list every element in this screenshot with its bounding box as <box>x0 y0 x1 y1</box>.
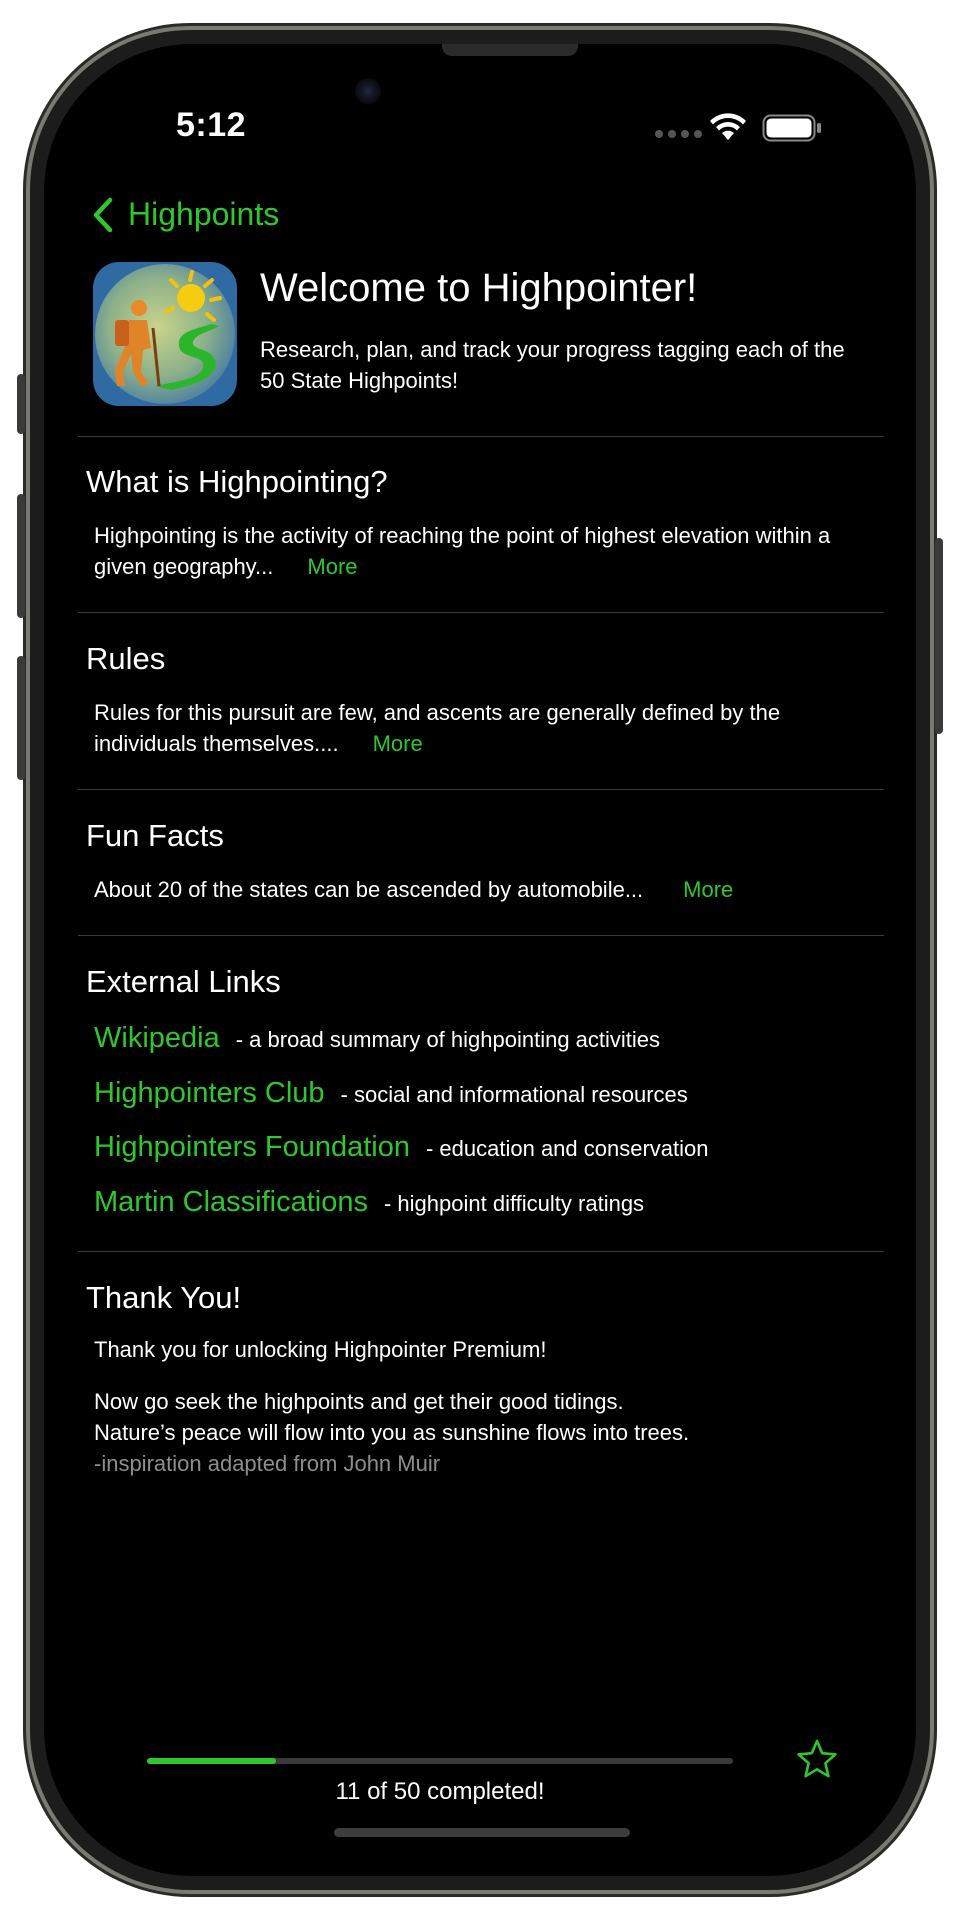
divider <box>78 612 884 613</box>
section-text-facts: About 20 of the states can be ascended by automobile... <box>94 877 644 902</box>
volume-down-button <box>17 656 25 780</box>
star-outline-icon[interactable] <box>796 1738 838 1780</box>
section-title-thanks: Thank You! <box>86 1280 242 1315</box>
app-logo <box>93 262 237 406</box>
link-description: - education and conservation <box>425 1136 709 1161</box>
progress-bar <box>147 1758 733 1764</box>
more-link-facts[interactable]: More <box>683 877 734 902</box>
power-button <box>935 538 943 734</box>
link-description: - highpoint difficulty ratings <box>383 1191 645 1216</box>
link-row <box>94 1186 644 1219</box>
wifi-icon <box>709 112 747 142</box>
back-label: Highpoints <box>128 196 280 232</box>
section-body-facts <box>94 874 884 905</box>
action-button <box>17 374 25 434</box>
back-button[interactable] <box>92 196 279 233</box>
thanks-line: Thank you for unlocking Highpointer Premium! <box>94 1337 547 1362</box>
divider <box>78 789 884 790</box>
volume-up-button <box>17 494 25 618</box>
status-time: 5:12 <box>176 106 247 144</box>
link-row <box>94 1077 688 1110</box>
progress-fill <box>147 1758 276 1764</box>
link-row <box>94 1022 660 1055</box>
app-screen <box>44 44 916 1876</box>
more-link-what[interactable]: More <box>307 554 358 579</box>
quote-source: -inspiration adapted from John Muir <box>94 1451 441 1476</box>
hiker-sun-trail-icon <box>93 262 237 406</box>
more-link-rules[interactable]: More <box>372 731 423 756</box>
link-description: - a broad summary of highpointing activities <box>235 1027 661 1052</box>
quote-line: Now go seek the highpoints and get their good tidings. <box>94 1389 624 1414</box>
earpiece-speaker <box>442 44 578 56</box>
quote-block <box>94 1386 884 1479</box>
cellular-dots-icon <box>655 130 702 138</box>
section-title-rules: Rules <box>86 641 166 676</box>
progress-label: 11 of 50 completed! <box>335 1778 545 1805</box>
section-title-facts: Fun Facts <box>86 818 224 853</box>
section-text-rules: Rules for this pursuit are few, and ascents are generally defined by the individuals themselves.... <box>94 700 781 756</box>
chevron-left-icon <box>92 197 114 233</box>
divider <box>78 935 884 936</box>
page-title: Welcome to Highpointer! <box>260 266 698 310</box>
front-camera <box>355 78 381 104</box>
link-highpointers-club[interactable]: Highpointers Club <box>94 1077 325 1109</box>
link-highpointers-foundation[interactable]: Highpointers Foundation <box>94 1131 410 1163</box>
section-text-what: Highpointing is the activity of reaching the point of highest elevation within a given geography... <box>94 523 831 579</box>
link-description: - social and informational resources <box>340 1082 688 1107</box>
link-row <box>94 1131 709 1164</box>
quote-line: Nature’s peace will flow into you as sunshine flows into trees. <box>94 1420 690 1445</box>
section-body-rules <box>94 697 884 759</box>
divider <box>78 1251 884 1252</box>
section-title-what: What is Highpointing? <box>86 464 388 499</box>
section-body-what <box>94 520 884 582</box>
battery-icon <box>762 114 822 142</box>
page-subtitle: Research, plan, and track your progress tagging each of the 50 State Highpoints! <box>260 337 845 393</box>
home-indicator[interactable] <box>334 1828 630 1837</box>
phone-frame <box>30 30 930 1890</box>
divider <box>78 436 884 437</box>
link-martin-classifications[interactable]: Martin Classifications <box>94 1186 368 1218</box>
link-wikipedia[interactable]: Wikipedia <box>94 1022 220 1054</box>
section-title-links: External Links <box>86 964 281 999</box>
